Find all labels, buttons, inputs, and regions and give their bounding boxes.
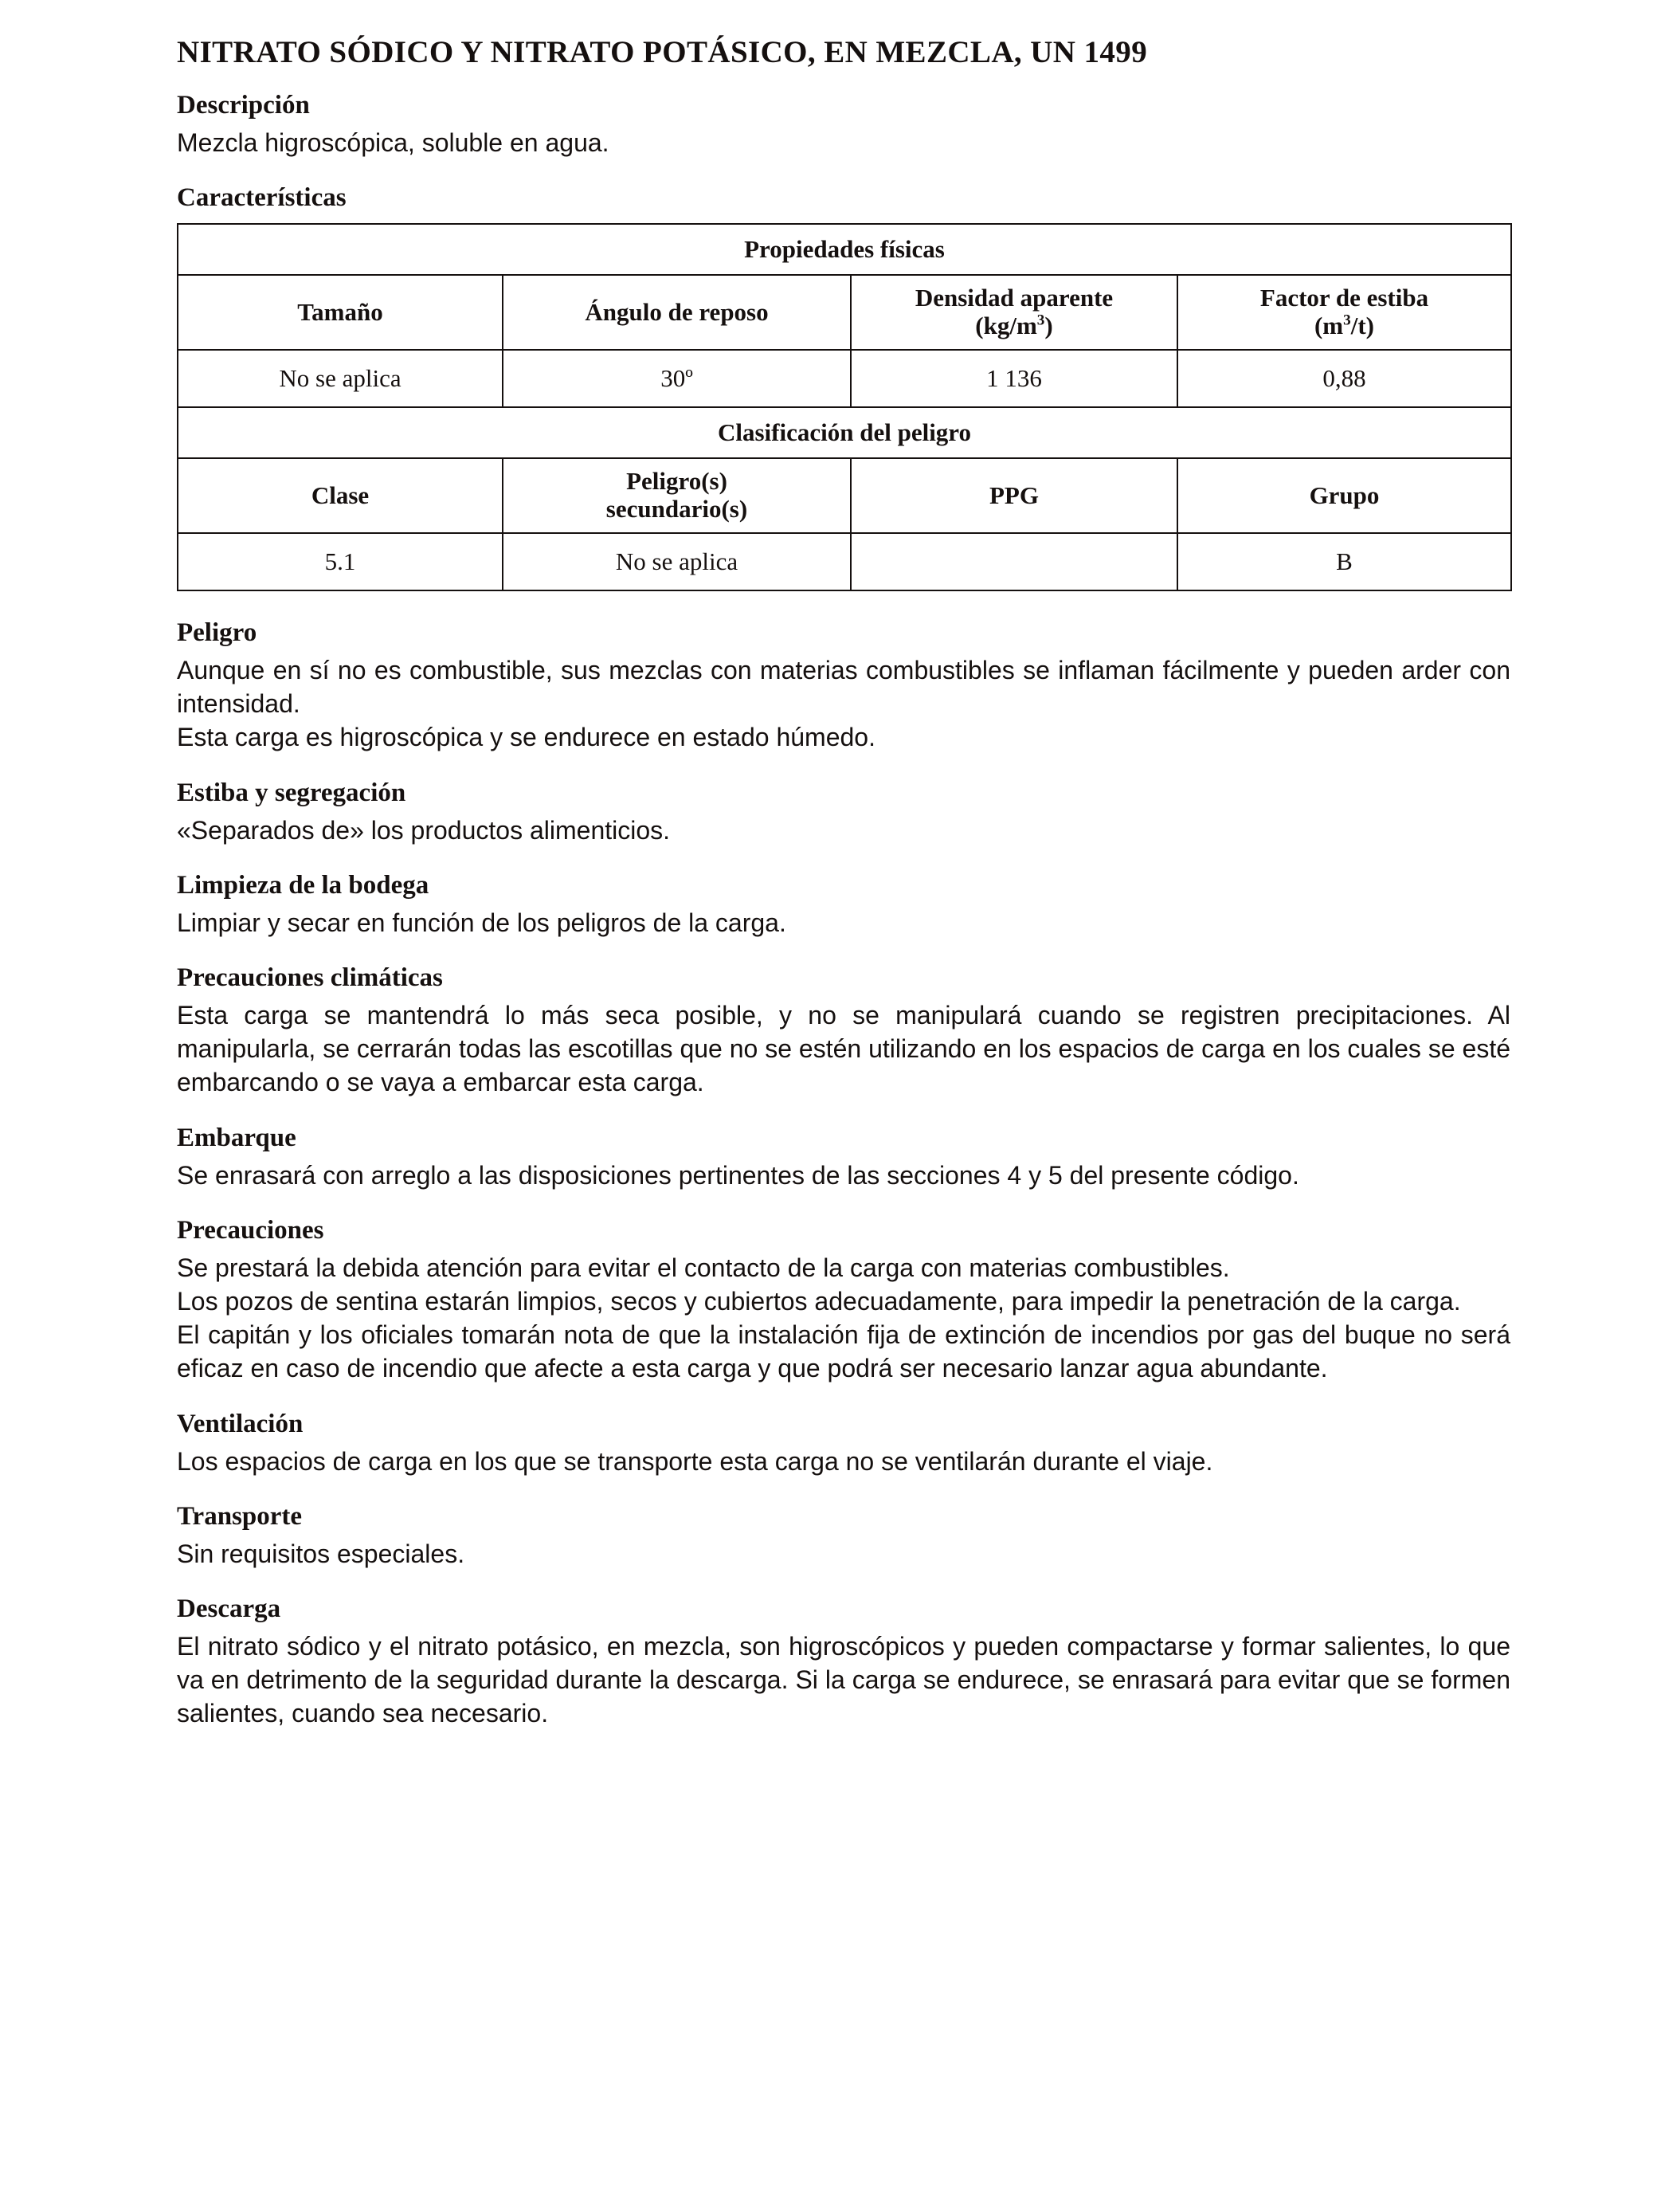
table-header-peligro-line2: secundario(s) (605, 495, 748, 523)
section-heading-ventilacion: Ventilación (177, 1409, 304, 1438)
table-value-clase: 5.1 (178, 533, 503, 590)
table-header-factor-unit-suffix: /t) (1350, 312, 1375, 339)
table-value-densidad-aparente: 1 136 (851, 350, 1177, 407)
table-row-hazard-band (178, 407, 1511, 458)
paragraph-transporte-1: Sin requisitos especiales. (177, 1539, 465, 1568)
section-heading-transporte: Transporte (177, 1501, 303, 1531)
table-header-ppg: PPG (851, 458, 1177, 533)
section-heading-precauciones: Precauciones (177, 1215, 324, 1245)
paragraph-descripcion-1: Mezcla higroscópica, soluble en agua. (177, 127, 609, 157)
table-header-factor-unit-exponent: 3 (1343, 312, 1351, 329)
section-heading-caracteristicas: Características (177, 183, 347, 213)
table-header-grupo: Grupo (1177, 458, 1511, 533)
paragraph-precauciones-2: Los pozos de sentina estarán limpios, secos y cubiertos adecuadamente, para impedir la penetración de la carga. (177, 1286, 1461, 1316)
section-heading-limpieza-de-la-bodega: Limpieza de la bodega (177, 870, 429, 900)
paragraph-peligro-2: Esta carga es higroscópica y se endurece en estado húmedo. (177, 723, 875, 752)
table-header-factor-unit-prefix: (m (1314, 312, 1344, 339)
table-header-factor-line1: Factor de estiba (1259, 284, 1429, 312)
paragraph-precauciones-1: Se prestará la debida atención para evitar el contacto de la carga con materias combustibles. (177, 1253, 1230, 1282)
section-heading-estiba-y-segregacion: Estiba y segregación (177, 778, 406, 807)
table-header-clase: Clase (178, 458, 503, 533)
characteristics-table (177, 223, 1512, 591)
table-value-factor-de-estiba: 0,88 (1177, 350, 1511, 407)
section-heading-descarga: Descarga (177, 1594, 281, 1624)
table-row-hazard-headers (178, 458, 1511, 533)
table-header-densidad-line1: Densidad aparente (915, 284, 1114, 312)
table-header-factor-de-estiba (1177, 275, 1511, 350)
page-title: NITRATO SÓDICO Y NITRATO POTÁSICO, EN MEZCLA, UN 1499 (177, 35, 1148, 69)
table-row-physical-band (178, 224, 1511, 275)
table-header-peligro-line1: Peligro(s) (626, 467, 727, 496)
table-header-densidad-aparente (851, 275, 1177, 350)
table-header-densidad-unit-suffix: ) (1044, 312, 1053, 339)
paragraph-precauciones-climaticas-1: Esta carga se mantendrá lo más seca posible, y no se manipulará cuando se registren precipitaciones. Al manipularla, se cerrarán todas las escotillas que no se estén utilizando en los espacios de carga en los cuales se esté embarcando o se vaya a embarcar esta carga. (177, 1000, 1510, 1097)
table-row-hazard-values (178, 533, 1511, 590)
table-header-densidad-unit-exponent: 3 (1036, 312, 1045, 329)
table-value-angulo-de-reposo: 30º (503, 350, 851, 407)
table-row-physical-headers (178, 275, 1511, 350)
table-header-tamano: Tamaño (178, 275, 503, 350)
section-heading-precauciones-climaticas: Precauciones climáticas (177, 963, 443, 992)
section-heading-embarque: Embarque (177, 1123, 296, 1152)
table-value-grupo: B (1177, 533, 1511, 590)
table-header-angulo-de-reposo: Ángulo de reposo (503, 275, 851, 350)
table-band-physical: Propiedades físicas (178, 224, 1511, 275)
table-header-densidad-unit-prefix: (kg/m (975, 312, 1037, 339)
table-value-ppg (851, 533, 1177, 590)
document-content (177, 0, 1510, 1731)
section-heading-descripcion: Descripción (177, 90, 310, 120)
paragraph-ventilacion-1: Los espacios de carga en los que se transporte esta carga no se ventilarán durante el viaje. (177, 1446, 1213, 1476)
paragraph-descarga-1: El nitrato sódico y el nitrato potásico, en mezcla, son higroscópicos y pueden compactarse y formar salientes, lo que va en detrimento de la seguridad durante la descarga. Si la carga se endurece, se enrasará para evitar que se formen salientes, cuando sea necesario. (177, 1631, 1510, 1728)
paragraph-precauciones-3: El capitán y los oficiales tomarán nota de que la instalación fija de extinción de incendios por gas del buque no será eficaz en caso de incendio que afecte a esta carga y que podrá ser necesario lanzar agua abundante. (177, 1320, 1510, 1383)
paragraph-limpieza-1: Limpiar y secar en función de los peligros de la carga. (177, 908, 786, 937)
paragraph-embarque-1: Se enrasará con arreglo a las disposiciones pertinentes de las secciones 4 y 5 del presente código. (177, 1160, 1299, 1190)
table-value-tamano: No se aplica (178, 350, 503, 407)
table-header-peligro-secundario (503, 458, 851, 533)
paragraph-peligro-1: Aunque en sí no es combustible, sus mezclas con materias combustibles se inflaman fácilmente y pueden arder con intensidad. (177, 655, 1510, 719)
table-value-peligro-secundario: No se aplica (503, 533, 851, 590)
table-band-hazard: Clasificación del peligro (178, 407, 1511, 458)
table-row-physical-values (178, 350, 1511, 407)
section-heading-peligro: Peligro (177, 618, 257, 647)
paragraph-estiba-1: «Separados de» los productos alimenticios. (177, 815, 671, 845)
